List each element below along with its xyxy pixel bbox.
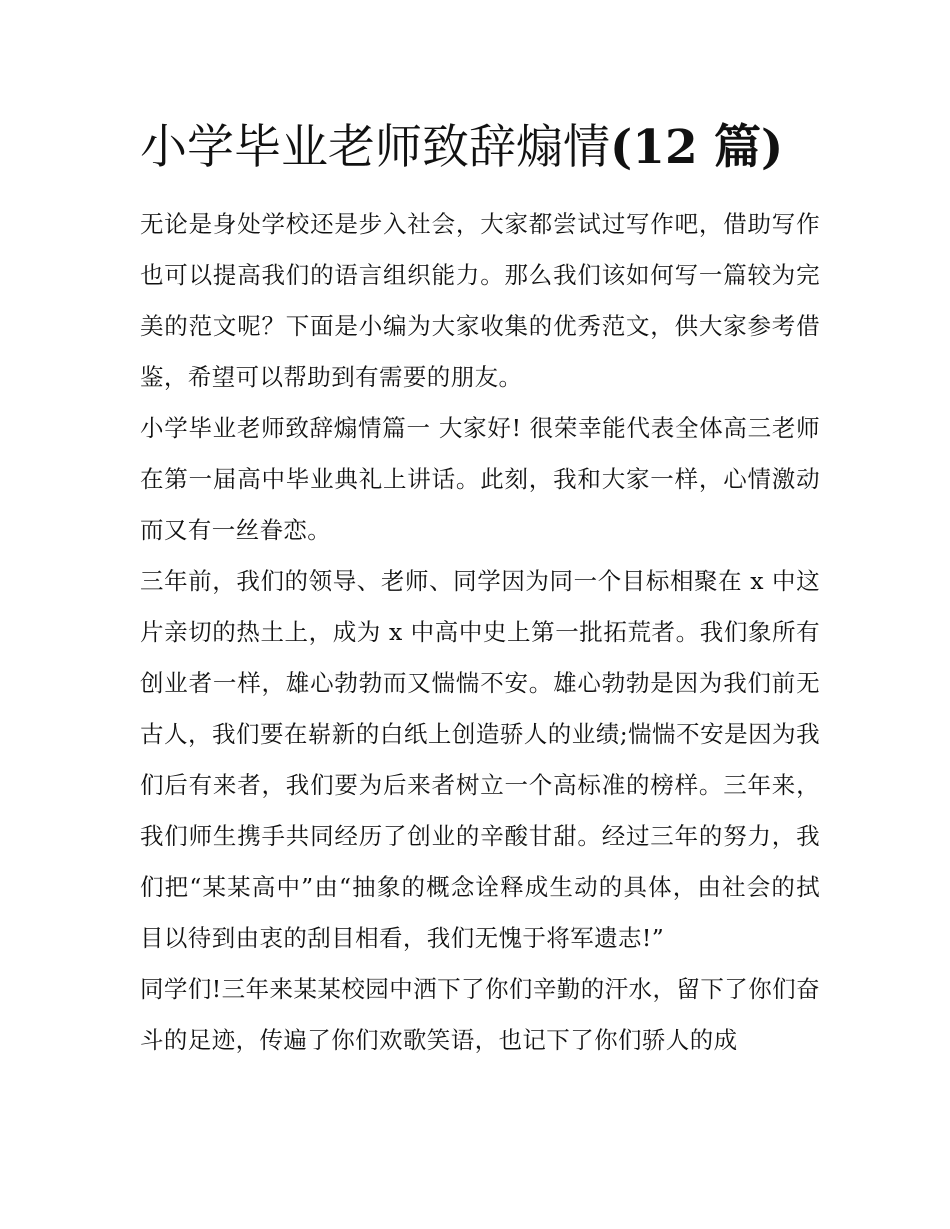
paragraph-students: 同学们!三年来某某校园中洒下了你们辛勤的汗水，留下了你们奋斗的足迹，传遍了你们欢歌笑语，也记下了你们骄人的成 bbox=[140, 975, 820, 1054]
paragraph-intro: 无论是身处学校还是步入社会，大家都尝试过写作吧，借助写作也可以提高我们的语言组织能力。那么我们该如何写一篇较为完美的范文呢？下面是小编为大家收集的优秀范文，供大家参考借鉴，希望可以帮助到有需要的朋友。 bbox=[140, 210, 820, 391]
paragraph-speech-opening: 小学毕业老师致辞煽情篇一 大家好! 很荣幸能代表全体高三老师在第一届高中毕业典礼上讲话。此刻，我和大家一样，心情激动而又有一丝眷恋。 bbox=[140, 414, 820, 544]
paragraph-three-years-ago: 三年前，我们的领导、老师、同学因为同一个目标相聚在 x 中这片亲切的热土上，成为 x 中高中史上第一批拓荒者。我们象所有创业者一样，雄心勃勃而又惴惴不安。雄心勃勃是因为我们前无古人，我们要在崭新的白纸上创造骄人的业绩;惴惴不安是因为我们后有来者，我们要为后来者树立一个高标准的榜样。三年来，我们师生携手共同经历了创业的辛酸甘甜。经过三年的努力，我们把“某某高中”由“抽象的概念诠释成生动的具体，由社会的拭目以待到由衷的刮目相看，我们无愧于将军遗志!” bbox=[140, 567, 820, 952]
document-body bbox=[140, 199, 820, 1066]
title-main: 小学毕业老师致辞煽情 bbox=[140, 120, 610, 175]
document-title bbox=[140, 118, 840, 178]
title-count: (12 篇) bbox=[610, 120, 784, 175]
